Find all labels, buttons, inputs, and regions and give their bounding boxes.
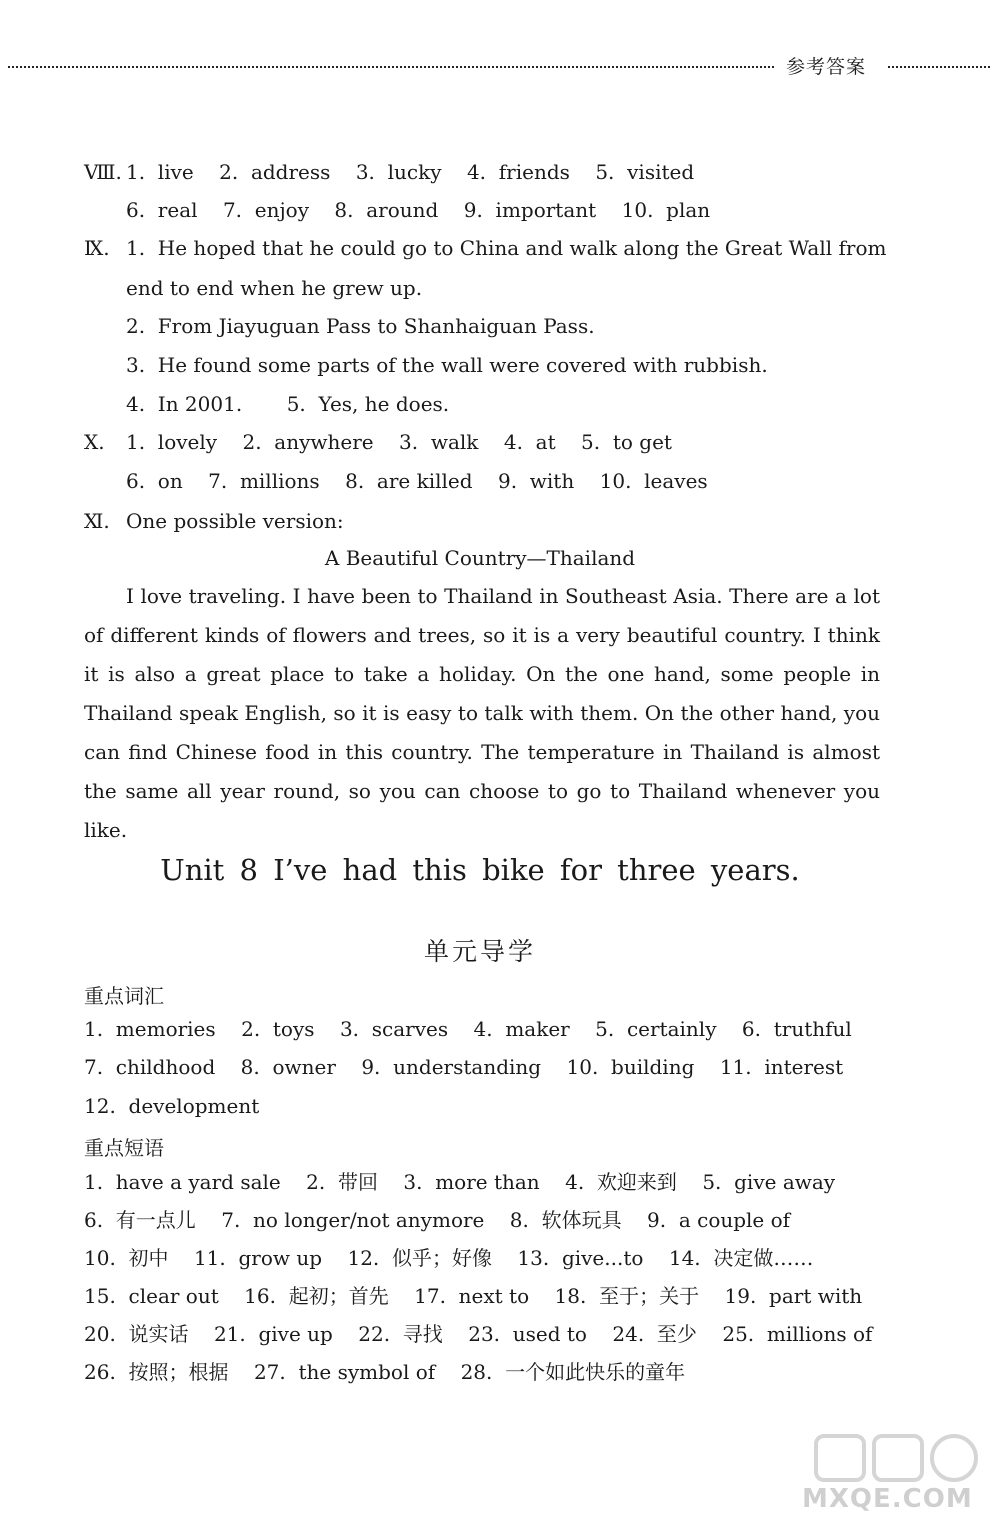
watermark-text: MXQE.COM xyxy=(802,1484,973,1514)
header-title: 参考答案 xyxy=(786,56,867,78)
phrases-line-3: 10. 初中 11. grow up 12. 似乎；好像 13. give...to 14. 决定做…… xyxy=(84,1246,814,1270)
phrases-line-5: 20. 说实话 21. give up 22. 寻找 23. used to 24. 至少 25. millions of xyxy=(84,1322,873,1346)
section-8-numeral: Ⅷ. xyxy=(84,160,122,184)
section-9-line-4: 3. He found some parts of the wall were covered with rubbish. xyxy=(126,353,768,377)
section-11-numeral: Ⅺ. xyxy=(84,509,110,533)
unit-title: Unit 8 I’ve had this bike for three years. xyxy=(160,853,800,887)
vocab-line-1: 1. memories 2. toys 3. scarves 4. maker 5. certainly 6. truthful xyxy=(84,1017,852,1041)
phrases-line-6: 26. 按照；根据 27. the symbol of 28. 一个如此快乐的童年 xyxy=(84,1360,686,1384)
section-9-line-2: end to end when he grew up. xyxy=(126,276,423,300)
phrases-heading: 重点短语 xyxy=(84,1136,164,1160)
section-9-line-3: 2. From Jiayuguan Pass to Shanhaiguan Pass. xyxy=(126,314,595,338)
section-9-line-1: 1. He hoped that he could go to China and walk along the Great Wall from xyxy=(126,236,887,260)
essay-body: I love traveling. I have been to Thailand in Southeast Asia. There are a lot of different kinds of flowers and trees, so it is a very beautiful country. I think it is also a great place to take a holiday. On the one hand, some people in Thailand speak English, so it is easy to talk with them. On the other hand, you can find Chinese food in this country. The temperature in Thailand is almost the same all year round, so you can choose to go to Thailand whenever you like. xyxy=(84,584,880,842)
watermark-badge-icon xyxy=(796,1428,986,1488)
vocab-line-2: 7. childhood 8. owner 9. understanding 10. building 11. interest xyxy=(84,1055,844,1079)
watermark-logo xyxy=(796,1428,986,1518)
phrases-line-1: 1. have a yard sale 2. 带回 3. more than 4. 欢迎来到 5. give away xyxy=(84,1170,836,1194)
section-9-line-5: 4. In 2001. 5. Yes, he does. xyxy=(126,392,450,416)
header-rule-right xyxy=(888,66,990,68)
section-10-line-2: 6. on 7. millions 8. are killed 9. with 10. leaves xyxy=(126,469,708,493)
phrases-line-4: 15. clear out 16. 起初；首先 17. next to 18. 至于；关于 19. part with xyxy=(84,1284,863,1308)
header-rule-left xyxy=(8,66,774,68)
section-11-intro: One possible version: xyxy=(126,509,344,533)
unit-guide-title: 单元导学 xyxy=(423,937,536,966)
section-9-numeral: Ⅸ. xyxy=(84,236,110,260)
section-8-line-2: 6. real 7. enjoy 8. around 9. important 10. plan xyxy=(126,198,711,222)
section-10-line-1: 1. lovely 2. anywhere 3. walk 4. at 5. to get xyxy=(126,430,672,454)
phrases-line-2: 6. 有一点儿 7. no longer/not anymore 8. 软体玩具 9. a couple of xyxy=(84,1208,791,1232)
section-10-numeral: Ⅹ. xyxy=(84,430,105,454)
vocab-heading: 重点词汇 xyxy=(84,984,164,1008)
vocab-line-3: 12. development xyxy=(84,1094,260,1118)
section-8-line-1: 1. live 2. address 3. lucky 4. friends 5. visited xyxy=(126,160,695,184)
essay-title: A Beautiful Country—Thailand xyxy=(324,546,636,570)
